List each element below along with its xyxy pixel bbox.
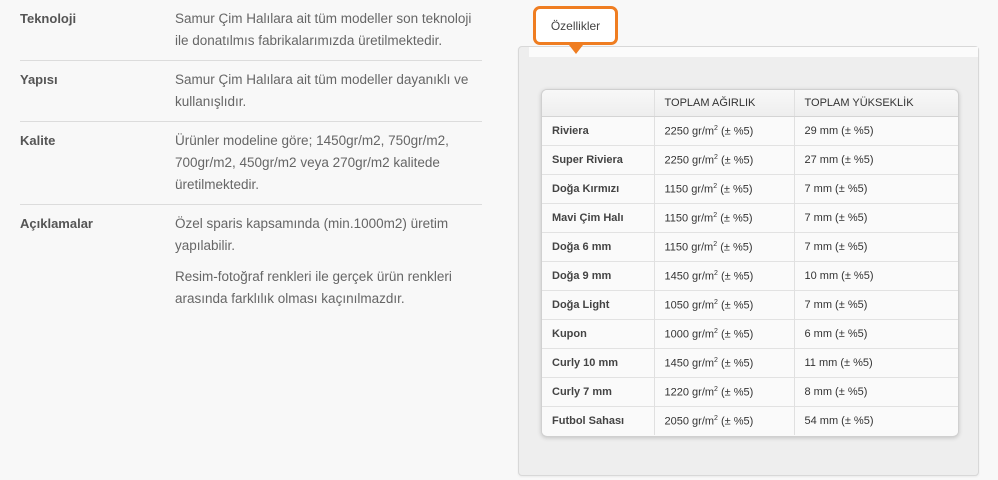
weight-unit: gr/m xyxy=(692,299,715,312)
column-header-height: TOPLAM YÜKSEKLİK xyxy=(794,90,958,117)
product-name: Curly 10 mm xyxy=(542,349,654,378)
weight-unit-sup: 2 xyxy=(714,298,718,306)
product-height: 11 mm (± %5) xyxy=(794,349,958,378)
table-header-row xyxy=(542,90,958,117)
product-weight xyxy=(654,117,794,146)
product-name: Mavi Çim Halı xyxy=(542,204,654,233)
weight-unit: gr/m xyxy=(691,212,714,225)
spec-list xyxy=(20,0,482,318)
product-name: Doğa Light xyxy=(542,291,654,320)
product-weight xyxy=(654,349,794,378)
product-name: Super Riviera xyxy=(542,146,654,175)
weight-unit: gr/m xyxy=(691,183,714,196)
product-weight xyxy=(654,378,794,407)
weight-tolerance: (± %5) xyxy=(721,328,754,341)
product-height: 7 mm (± %5) xyxy=(794,175,958,204)
weight-tolerance: (± %5) xyxy=(720,241,753,254)
weight-value: 1150 xyxy=(664,183,689,196)
column-header-name xyxy=(542,90,654,117)
tab-ozellikler[interactable]: Özellikler xyxy=(533,6,618,45)
weight-unit: gr/m xyxy=(692,270,715,283)
spec-row-kalite xyxy=(20,122,482,205)
table-row xyxy=(542,262,958,291)
weight-unit: gr/m xyxy=(692,154,715,167)
panel-header-strip xyxy=(529,47,978,57)
weight-unit-sup: 2 xyxy=(714,269,718,277)
spec-row-aciklamalar xyxy=(20,205,482,318)
weight-value: 1050 xyxy=(664,299,689,312)
weight-tolerance: (± %5) xyxy=(720,212,753,225)
weight-unit-sup: 2 xyxy=(714,356,718,364)
column-header-weight: TOPLAM AĞIRLIK xyxy=(654,90,794,117)
features-table xyxy=(541,89,959,437)
product-height: 7 mm (± %5) xyxy=(794,204,958,233)
table-row xyxy=(542,320,958,349)
spec-text: Samur Çim Halılara ait tüm modeller dayanıklı ve kullanışlıdır. xyxy=(175,72,469,109)
weight-value: 1000 xyxy=(664,328,689,341)
spec-value xyxy=(175,213,482,310)
weight-unit: gr/m xyxy=(692,415,715,428)
weight-tolerance: (± %5) xyxy=(721,357,754,370)
weight-value: 2250 xyxy=(664,125,689,138)
spec-key: Açıklamalar xyxy=(20,216,93,231)
spec-key: Yapısı xyxy=(20,72,58,87)
weight-unit: gr/m xyxy=(692,125,715,138)
product-name: Curly 7 mm xyxy=(542,378,654,407)
weight-tolerance: (± %5) xyxy=(721,299,754,312)
weight-unit: gr/m xyxy=(692,328,715,341)
product-name: Riviera xyxy=(552,125,589,137)
product-height: 54 mm (± %5) xyxy=(794,407,958,436)
spec-row-teknoloji xyxy=(20,0,482,61)
spec-value xyxy=(175,8,482,52)
table-row xyxy=(542,378,958,407)
product-weight xyxy=(654,291,794,320)
spec-text: Ürünler modeline göre; 1450gr/m2, 750gr/m2, 700gr/m2, 450gr/m2 veya 270gr/m2 kalitede üretilmektedir. xyxy=(175,133,449,192)
spec-text: Resim-fotoğraf renkleri ile gerçek ürün renkleri arasında farklılık olması kaçınılmazdır. xyxy=(175,269,452,306)
product-name: Doğa 6 mm xyxy=(542,233,654,262)
table-row xyxy=(542,291,958,320)
product-weight xyxy=(654,320,794,349)
weight-unit-sup: 2 xyxy=(714,414,718,422)
weight-unit-sup: 2 xyxy=(714,124,718,132)
spec-key: Teknoloji xyxy=(20,11,77,26)
weight-unit-sup: 2 xyxy=(713,211,718,219)
product-height: 7 mm (± %5) xyxy=(794,233,958,262)
weight-unit: gr/m xyxy=(692,386,715,399)
weight-value: 1150 xyxy=(664,212,689,225)
product-weight xyxy=(654,204,794,233)
weight-value: 2050 xyxy=(664,415,689,428)
product-height: 10 mm (± %5) xyxy=(794,262,958,291)
tab-pointer-icon xyxy=(569,45,583,54)
product-height: 7 mm (± %5) xyxy=(794,291,958,320)
weight-tolerance: (± %5) xyxy=(721,415,754,428)
weight-unit-sup: 2 xyxy=(714,153,718,161)
weight-tolerance: (± %5) xyxy=(721,386,754,399)
weight-value: 1450 xyxy=(664,270,689,283)
weight-tolerance: (± %5) xyxy=(721,125,754,138)
table-row xyxy=(542,233,958,262)
weight-unit: gr/m xyxy=(692,357,715,370)
product-height: 8 mm (± %5) xyxy=(794,378,958,407)
product-weight xyxy=(654,233,794,262)
weight-value: 1150 xyxy=(664,241,689,254)
weight-tolerance: (± %5) xyxy=(721,270,754,283)
table-row xyxy=(542,204,958,233)
weight-unit-sup: 2 xyxy=(713,182,718,190)
weight-tolerance: (± %5) xyxy=(720,183,753,196)
product-weight xyxy=(654,262,794,291)
weight-unit: gr/m xyxy=(691,241,714,254)
product-weight xyxy=(654,146,794,175)
spec-text: Samur Çim Halılara ait tüm modeller son teknoloji ile donatılmıs fabrikalarımızda üretilmektedir. xyxy=(175,11,472,48)
table-row xyxy=(542,175,958,204)
weight-unit-sup: 2 xyxy=(713,240,718,248)
table-row xyxy=(542,117,958,146)
spec-value xyxy=(175,130,482,196)
table-row xyxy=(542,146,958,175)
product-height: 27 mm (± %5) xyxy=(794,146,958,175)
spec-row-yapisi xyxy=(20,61,482,122)
spec-value xyxy=(175,69,482,113)
product-height: 29 mm (± %5) xyxy=(794,117,958,146)
product-name: Kupon xyxy=(542,320,654,349)
weight-unit-sup: 2 xyxy=(714,385,718,393)
table-row xyxy=(542,407,958,436)
product-weight xyxy=(654,407,794,436)
spec-key: Kalite xyxy=(20,133,56,148)
weight-value: 1220 xyxy=(664,386,689,399)
product-weight xyxy=(654,175,794,204)
weight-unit-sup: 2 xyxy=(714,327,718,335)
weight-value: 2250 xyxy=(664,154,689,167)
product-name: Doğa 9 mm xyxy=(542,262,654,291)
product-height: 6 mm (± %5) xyxy=(794,320,958,349)
weight-tolerance: (± %5) xyxy=(721,154,754,167)
product-name: Futbol Sahası xyxy=(542,407,654,436)
product-name: Doğa Kırmızı xyxy=(542,175,654,204)
weight-value: 1450 xyxy=(664,357,689,370)
table-row xyxy=(542,349,958,378)
spec-text: Özel sparis kapsamında (min.1000m2) üretim yapılabilir. xyxy=(175,216,449,253)
